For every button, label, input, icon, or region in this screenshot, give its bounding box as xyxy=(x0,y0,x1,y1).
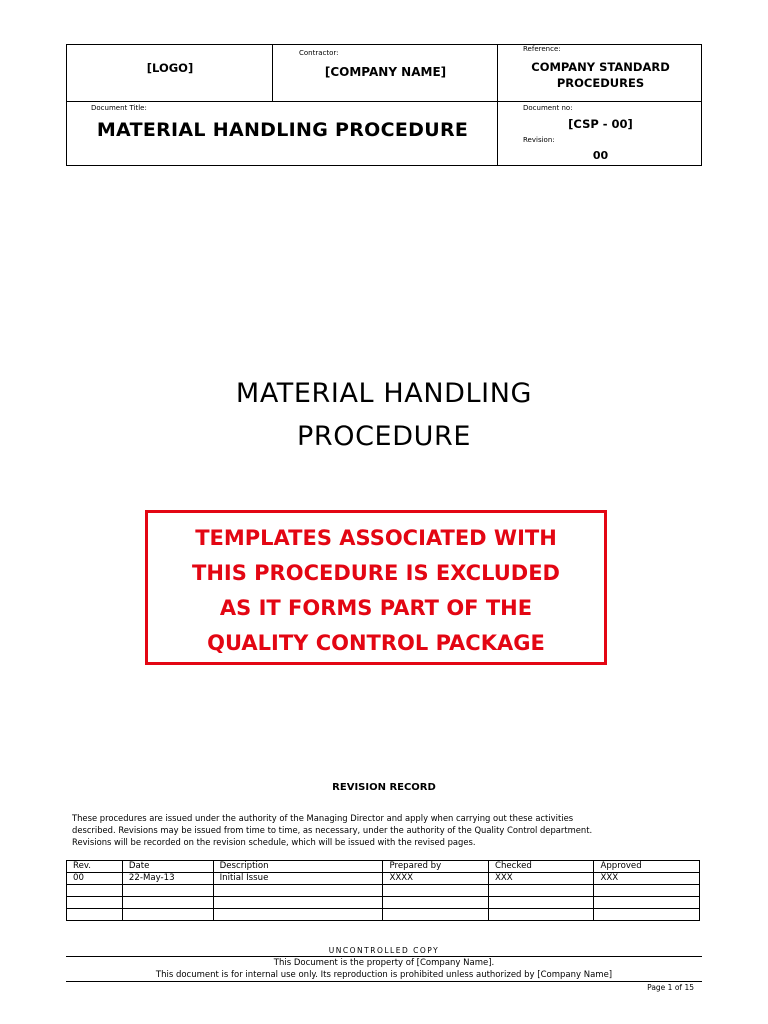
table-cell xyxy=(122,885,213,897)
document-title: MATERIAL HANDLING PROCEDURE xyxy=(96,119,469,141)
table-cell xyxy=(67,909,123,921)
revision-value: 00 xyxy=(592,149,609,162)
table-cell xyxy=(213,897,383,909)
table-cell xyxy=(594,885,700,897)
table-cell xyxy=(122,909,213,921)
footer-divider xyxy=(66,981,702,982)
table-cell xyxy=(67,885,123,897)
column-header-prepared-by: Prepared by xyxy=(383,861,488,873)
document-no: [CSP - 00] xyxy=(568,117,633,131)
table-cell xyxy=(213,885,383,897)
table-row xyxy=(67,909,700,921)
property-notice: This Document is the property of [Company Name]. xyxy=(273,958,495,968)
table-cell: XXXX xyxy=(383,873,488,885)
column-header-rev: Rev. xyxy=(67,861,123,873)
reference-value-line1: COMPANY STANDARD xyxy=(531,60,670,74)
exclusion-notice xyxy=(145,510,607,665)
table-cell: XXX xyxy=(594,873,700,885)
intro-line: described. Revisions may be issued from time to time, as necessary, under the authority of the Quality Control department. xyxy=(72,825,593,835)
header-divider xyxy=(67,101,701,102)
table-cell xyxy=(488,897,593,909)
table-cell xyxy=(488,909,593,921)
table-cell xyxy=(122,897,213,909)
logo-placeholder: [LOGO] xyxy=(146,61,194,75)
reference-value-line2: PROCEDURES xyxy=(556,76,645,90)
table-cell xyxy=(594,897,700,909)
document-header xyxy=(66,44,702,166)
table-cell xyxy=(383,885,488,897)
page-title-line1: MATERIAL HANDLING xyxy=(235,378,533,409)
revision-table xyxy=(66,860,700,921)
table-cell xyxy=(594,909,700,921)
revision-record-intro xyxy=(72,812,702,848)
table-cell: XXX xyxy=(488,873,593,885)
page-number: Page 1 of 15 xyxy=(647,983,694,992)
column-header-checked: Checked xyxy=(488,861,593,873)
internal-use-notice: This document is for internal use only. Its reproduction is prohibited unless authorized by [Company Name] xyxy=(155,970,613,980)
table-row xyxy=(67,873,700,885)
reference-value xyxy=(498,59,703,91)
reference-label: Reference: xyxy=(523,45,561,53)
page-title-line2: PROCEDURE xyxy=(297,421,471,452)
table-cell: 22-May-13 xyxy=(122,873,213,885)
table-cell xyxy=(67,897,123,909)
page-title xyxy=(0,372,768,458)
table-cell: Initial Issue xyxy=(213,873,383,885)
table-cell xyxy=(383,909,488,921)
revision-label: Revision: xyxy=(523,136,555,144)
contractor-label: Contractor: xyxy=(299,49,339,57)
table-row xyxy=(67,885,700,897)
table-row xyxy=(67,897,700,909)
document-title-label: Document Title: xyxy=(91,104,147,112)
column-header-description: Description xyxy=(213,861,383,873)
notice-line: AS IT FORMS PART OF THE xyxy=(219,596,533,620)
notice-line: THIS PROCEDURE IS EXCLUDED xyxy=(192,561,560,585)
uncontrolled-copy-label: UNCONTROLLED COPY xyxy=(328,946,440,955)
company-name: [COMPANY NAME] xyxy=(324,65,447,79)
notice-text xyxy=(148,521,604,661)
table-cell xyxy=(488,885,593,897)
table-cell xyxy=(213,909,383,921)
intro-line: These procedures are issued under the authority of the Managing Director and apply when carrying out these activities xyxy=(72,813,574,823)
intro-line: Revisions will be recorded on the revision schedule, which will be issued with the revised pages. xyxy=(72,837,476,847)
revision-record-title: REVISION RECORD xyxy=(332,782,436,793)
column-header-date: Date xyxy=(122,861,213,873)
table-cell xyxy=(383,897,488,909)
footer-divider xyxy=(66,956,702,957)
notice-line: QUALITY CONTROL PACKAGE xyxy=(207,631,545,655)
table-cell: 00 xyxy=(67,873,123,885)
notice-line: TEMPLATES ASSOCIATED WITH xyxy=(195,526,557,550)
column-header-approved: Approved xyxy=(594,861,700,873)
table-header-row xyxy=(67,861,700,873)
document-no-label: Document no: xyxy=(523,104,573,112)
